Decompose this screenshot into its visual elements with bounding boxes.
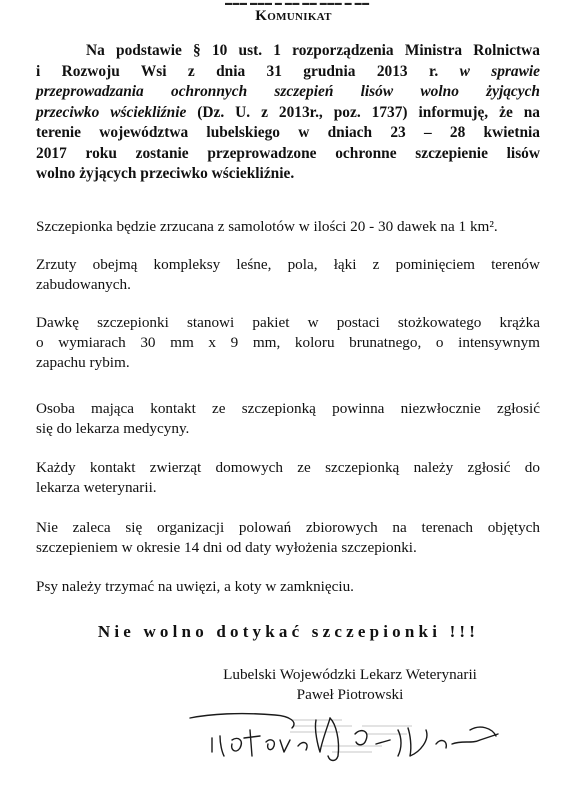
intro-line-6-text: 2017 roku zostanie przeprowadzone ochronne szczepienie lisów [36, 144, 540, 162]
intro-line-6 [36, 144, 540, 165]
animals-restraint-line-1: Psy należy trzymać na uwięzi, a koty w zamknięciu. [36, 578, 354, 595]
bait-description-line-1: Dawkę szczepionki stanowi pakiet w postaci stożkowatego krążka [36, 314, 540, 331]
pet-contact-paragraph [36, 458, 540, 498]
bait-description-line-2: o wymiarach 30 mm x 9 mm, koloru brunatnego, o intensywnym [36, 334, 540, 351]
coverage-paragraph [36, 255, 540, 295]
drop-info-line-1: Szczepionka będzie zrzucana z samolotów w ilości 20 - 30 dawek na 1 km². [36, 218, 498, 235]
human-contact-paragraph [36, 399, 540, 439]
pet-contact-line-1: Każdy kontakt zwierząt domowych ze szczepionką należy zgłosić do [36, 459, 540, 476]
human-contact-line-1: Osoba mająca kontakt ze szczepionką powinna niezwłocznie zgłosić [36, 400, 540, 417]
signer-name: Paweł Piotrowski [296, 686, 404, 703]
hunting-paragraph [36, 518, 540, 558]
hunting-line-1: Nie zaleca się organizacji polowań zbiorowych na terenach objętych [36, 519, 540, 536]
coverage-line-1: Zrzuty obejmą kompleksy leśne, pola, łąki z pominięciem terenów [36, 256, 540, 273]
warning-heading: Nie wolno dotykać szczepionki !!! [97, 622, 480, 641]
intro-line-1 [36, 41, 540, 62]
pet-contact-line-2: lekarza weterynarii. [36, 479, 157, 496]
intro-line-4-italic: przeciwko wściekliźnie [36, 103, 187, 121]
intro-line-7 [36, 164, 540, 185]
intro-line-4-text: (Dz. U. z 2013r., poz. 1737) informuję, że na [186, 103, 540, 121]
intro-line-3-text: przeprowadzania ochronnych szczepień lisów wolno żyjących [36, 83, 540, 100]
handwritten-signature [180, 700, 510, 770]
hunting-line-2: szczepieniem w okresie 14 dni od daty wyłożenia szczepionki. [36, 539, 417, 556]
header-scan-artifact: ▬▬▬ ▬▬▬ ▬ ▬▬ ▬▬ ▬▬▬ ▬ ▬▬ [225, 0, 370, 7]
intro-line-5 [36, 123, 540, 144]
intro-line-3 [36, 82, 540, 103]
intro-line-5-text: terenie województwa lubelskiego w dniach 23 – 28 kwietnia [36, 124, 540, 141]
animals-restraint-paragraph [36, 577, 540, 597]
intro-paragraph [36, 41, 540, 185]
intro-line-2 [36, 62, 540, 83]
intro-line-1-text: Na podstawie § 10 ust. 1 rozporządzenia Ministra Rolnictwa [86, 42, 540, 59]
signer-role: Lubelski Wojewódzki Lekarz Weterynarii [223, 666, 477, 683]
document-title: Komunikat [255, 8, 332, 24]
drop-info-paragraph [36, 217, 540, 237]
intro-line-7-text: wolno żyjących przeciwko wściekliźnie. [36, 165, 295, 182]
human-contact-line-2: się do lekarza medycyny. [36, 420, 190, 437]
intro-line-4 [36, 103, 540, 124]
coverage-line-2: zabudowanych. [36, 276, 131, 293]
intro-line-2-text: i Rozwoju Wsi z dnia 31 grudnia 2013 r. [36, 62, 460, 80]
intro-line-2-italic: w sprawie [459, 62, 540, 80]
bait-description-paragraph [36, 313, 540, 373]
bait-description-line-3: zapachu rybim. [36, 354, 130, 371]
